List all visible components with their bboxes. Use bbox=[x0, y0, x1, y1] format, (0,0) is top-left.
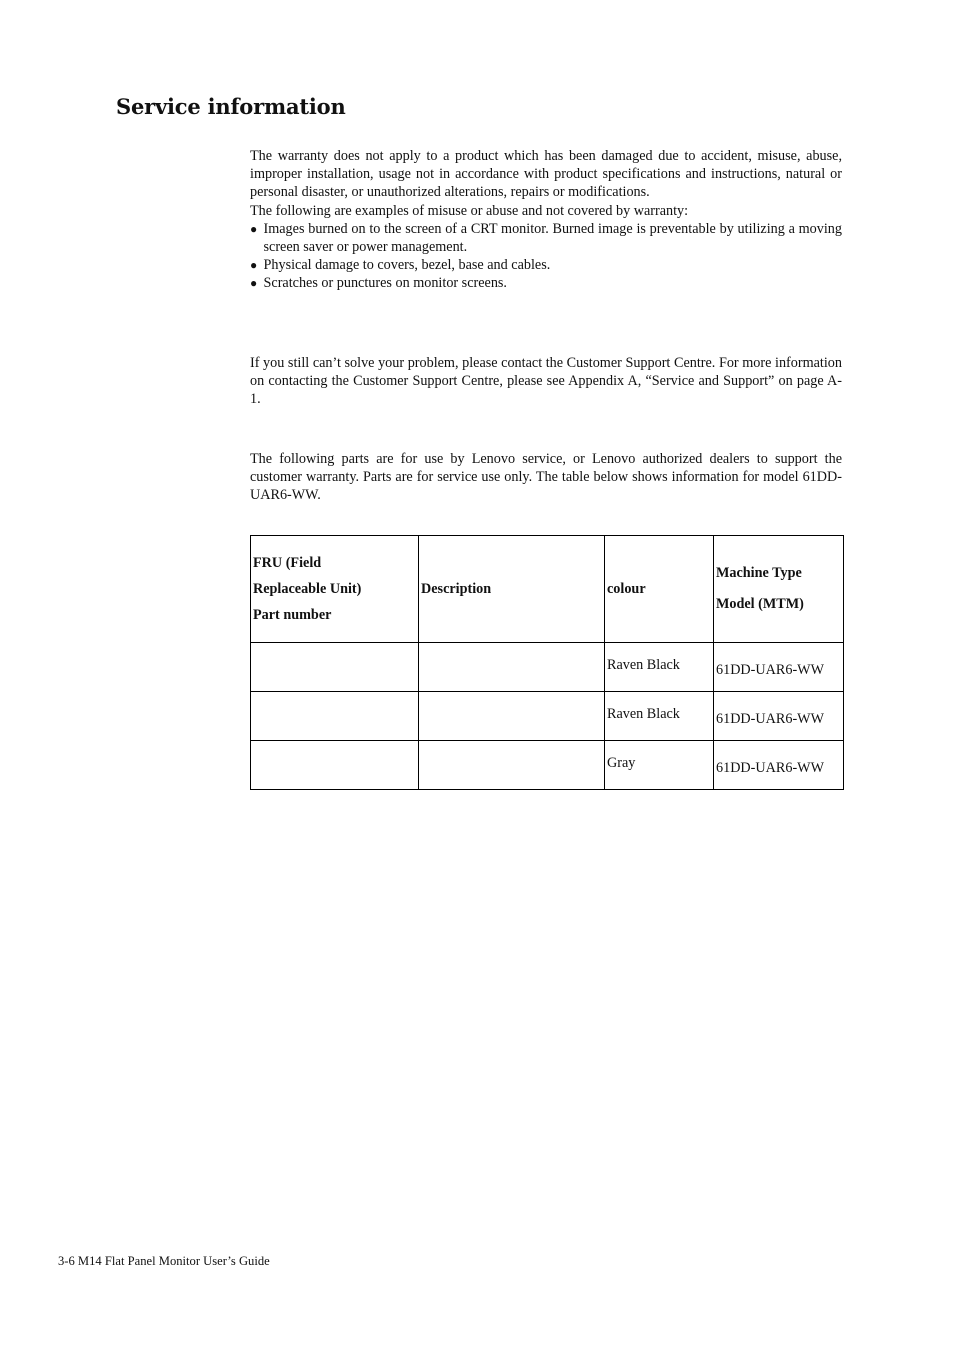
fru-header-line: FRU (Field bbox=[253, 555, 322, 571]
description-column-header: Description bbox=[419, 536, 605, 643]
fru-cell bbox=[251, 741, 419, 790]
warranty-paragraph: The warranty does not apply to a product which has been damaged due to accident, misuse, abuse, improper installation, usage not in accordance with product specifications and instructions, natural or personal disaster, or unauthorized alterations, repairs or modifications. bbox=[250, 148, 842, 201]
list-item-text: Images burned on to the screen of a CRT monitor. Burned image is preventable by utilizing a moving screen saver or power management. bbox=[263, 220, 842, 256]
list-item-text: Scratches or punctures on monitor screens. bbox=[263, 275, 507, 292]
misuse-examples-list bbox=[250, 220, 842, 293]
page-title: Service information bbox=[116, 94, 346, 119]
mtm-column-header bbox=[714, 536, 844, 643]
colour-cell: Raven Black bbox=[605, 692, 714, 741]
fru-cell bbox=[251, 692, 419, 741]
table-row bbox=[251, 692, 844, 741]
mtm-cell: 61DD-UAR6-WW bbox=[714, 643, 844, 692]
description-cell bbox=[419, 643, 605, 692]
mtm-header-line: Model (MTM) bbox=[716, 596, 804, 612]
page-footer: 3-6 M14 Flat Panel Monitor User’s Guide bbox=[58, 1254, 270, 1268]
fru-parts-table bbox=[250, 535, 844, 790]
mtm-header-line: Machine Type bbox=[716, 565, 802, 581]
table-row bbox=[251, 643, 844, 692]
list-item bbox=[250, 256, 842, 274]
list-item bbox=[250, 220, 842, 256]
support-section bbox=[250, 354, 842, 409]
support-paragraph: If you still can’t solve your problem, please contact the Customer Support Centre. For more information on contacting the Customer Support Centre, please see Appendix A, “Service and Support” on page A-1. bbox=[250, 355, 842, 408]
fru-column-header bbox=[251, 536, 419, 643]
table-header-row bbox=[251, 536, 844, 643]
colour-column-header: colour bbox=[605, 536, 714, 643]
list-item bbox=[250, 274, 842, 292]
warranty-section bbox=[250, 147, 842, 293]
mtm-cell: 61DD-UAR6-WW bbox=[714, 741, 844, 790]
bullet-icon: ● bbox=[250, 276, 258, 291]
colour-cell: Gray bbox=[605, 741, 714, 790]
table-row bbox=[251, 741, 844, 790]
bullet-icon: ● bbox=[250, 258, 258, 273]
warranty-examples-intro: The following are examples of misuse or abuse and not covered by warranty: bbox=[250, 202, 689, 219]
description-cell bbox=[419, 741, 605, 790]
fru-header-line: Replaceable Unit) bbox=[253, 581, 362, 597]
bullet-icon: ● bbox=[250, 221, 258, 236]
list-item-text: Physical damage to covers, bezel, base and cables. bbox=[263, 257, 551, 274]
colour-cell: Raven Black bbox=[605, 643, 714, 692]
fru-header-line: Part number bbox=[253, 607, 332, 623]
parts-paragraph: The following parts are for use by Lenovo service, or Lenovo authorized dealers to support the customer warranty. Parts are for service use only. The table below shows information for model 61DD-UAR6-WW. bbox=[250, 451, 842, 504]
mtm-cell: 61DD-UAR6-WW bbox=[714, 692, 844, 741]
fru-cell bbox=[251, 643, 419, 692]
description-cell bbox=[419, 692, 605, 741]
parts-section bbox=[250, 450, 842, 505]
